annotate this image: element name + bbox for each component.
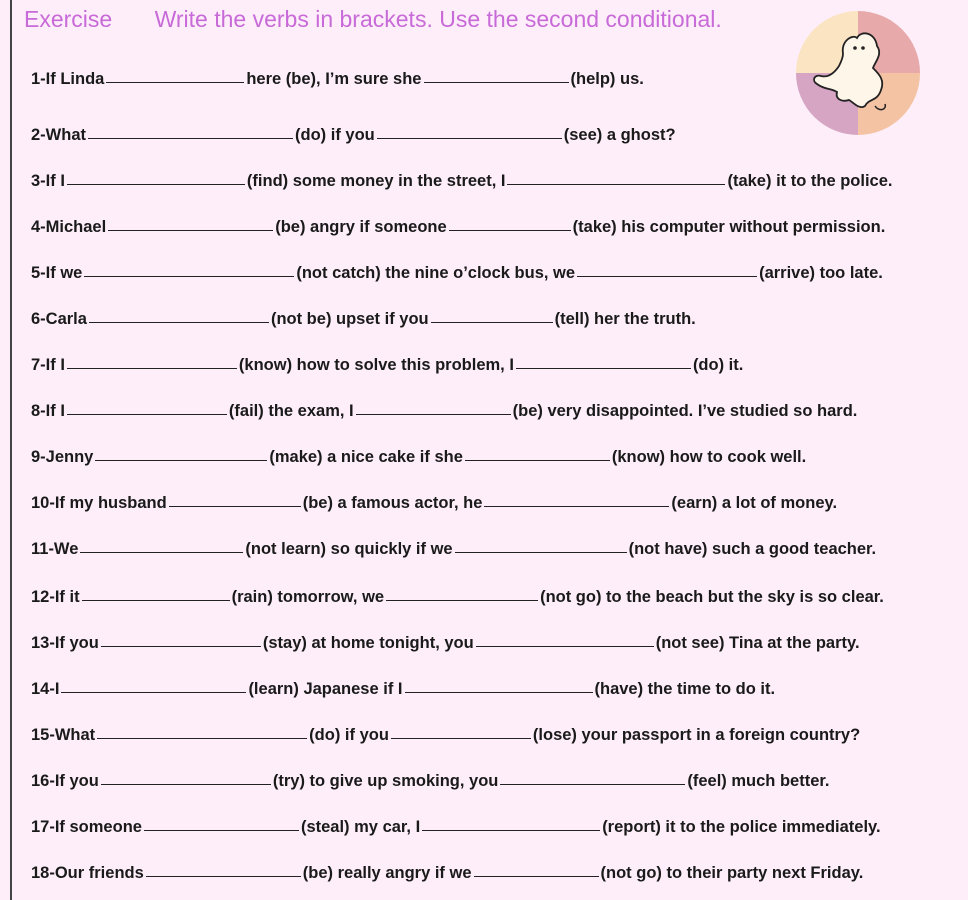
exercise-item-3	[31, 172, 893, 191]
answer-blank[interactable]	[88, 137, 293, 139]
item-start-text: 4-Michael	[31, 218, 107, 236]
item-middle-text: (learn) Japanese if I	[248, 680, 403, 698]
answer-blank[interactable]	[500, 783, 685, 785]
answer-blank[interactable]	[67, 367, 237, 369]
item-middle-text: (fail) the exam, I	[228, 402, 354, 420]
answer-blank[interactable]	[465, 459, 610, 461]
answer-blank[interactable]	[516, 367, 691, 369]
exercise-label: Exercise	[24, 6, 113, 32]
exercise-item-4	[31, 218, 885, 237]
exercise-item-18	[31, 864, 863, 883]
answer-blank[interactable]	[146, 875, 301, 877]
exercise-item-6	[31, 310, 696, 329]
answer-blank[interactable]	[97, 737, 307, 739]
item-start-text: 14-I	[31, 680, 60, 698]
answer-blank[interactable]	[405, 691, 593, 693]
answer-blank[interactable]	[476, 645, 654, 647]
exercise-item-5	[31, 264, 883, 283]
answer-blank[interactable]	[144, 829, 299, 831]
item-end-text: (earn) a lot of money.	[671, 494, 838, 512]
answer-blank[interactable]	[449, 229, 571, 231]
item-middle-text: (steal) my car, I	[300, 818, 421, 836]
answer-blank[interactable]	[61, 691, 246, 693]
item-end-text: (do) it.	[692, 356, 744, 374]
answer-blank[interactable]	[391, 737, 531, 739]
item-start-text: 3-If I	[31, 172, 65, 190]
item-start-text: 9-Jenny	[31, 448, 94, 466]
answer-blank[interactable]	[431, 321, 553, 323]
exercise-item-13	[31, 634, 860, 653]
answer-blank[interactable]	[424, 81, 569, 83]
item-start-text: 16-If you	[31, 772, 99, 790]
answer-blank[interactable]	[577, 275, 757, 277]
item-middle-text: here (be), I’m sure she	[246, 70, 422, 88]
exercise-item-7	[31, 356, 743, 375]
item-middle-text: (not learn) so quickly if we	[245, 540, 453, 558]
item-end-text: (help) us.	[570, 70, 644, 88]
item-end-text: (not go) to the beach but the sky is so clear.	[540, 588, 884, 606]
item-end-text: (feel) much better.	[687, 772, 830, 790]
exercise-item-10	[31, 494, 837, 513]
answer-blank[interactable]	[101, 783, 271, 785]
answer-blank[interactable]	[507, 183, 725, 185]
answer-blank[interactable]	[108, 229, 273, 231]
item-end-text: (lose) your passport in a foreign country?	[532, 726, 861, 744]
answer-blank[interactable]	[106, 81, 244, 83]
item-start-text: 17-If someone	[31, 818, 142, 836]
exercise-item-11	[31, 540, 876, 559]
answer-blank[interactable]	[101, 645, 261, 647]
item-end-text: (see) a ghost?	[563, 126, 676, 144]
answer-blank[interactable]	[80, 551, 243, 553]
item-middle-text: (do) if you	[309, 726, 389, 744]
item-start-text: 11-We	[31, 540, 79, 558]
item-middle-text: (know) how to solve this problem, I	[238, 356, 514, 374]
answer-blank[interactable]	[67, 413, 227, 415]
exercise-item-14	[31, 680, 775, 699]
item-middle-text: (not catch) the nine o’clock bus, we	[296, 264, 576, 282]
item-start-text: 5-If we	[31, 264, 83, 282]
exercise-item-8	[31, 402, 857, 421]
exercise-item-17	[31, 818, 881, 837]
item-start-text: 2-What	[31, 126, 86, 144]
item-start-text: 1-If Linda	[31, 70, 105, 88]
item-start-text: 15-What	[31, 726, 96, 744]
answer-blank[interactable]	[386, 599, 538, 601]
answer-blank[interactable]	[422, 829, 600, 831]
item-end-text: (take) his computer without permission.	[572, 218, 886, 236]
item-end-text: (tell) her the truth.	[554, 310, 696, 328]
item-end-text: (take) it to the police.	[727, 172, 893, 190]
item-middle-text: (be) really angry if we	[302, 864, 472, 882]
item-start-text: 13-If you	[31, 634, 99, 652]
ghost-icon	[795, 10, 921, 136]
answer-blank[interactable]	[455, 551, 627, 553]
item-middle-text: (try) to give up smoking, you	[272, 772, 499, 790]
exercise-item-1	[31, 70, 644, 89]
item-end-text: (arrive) too late.	[759, 264, 883, 282]
item-end-text: (not go) to their party next Friday.	[600, 864, 864, 882]
item-end-text: (be) very disappointed. I’ve studied so hard.	[512, 402, 858, 420]
answer-blank[interactable]	[377, 137, 562, 139]
item-middle-text: (rain) tomorrow, we	[231, 588, 385, 606]
item-start-text: 18-Our friends	[31, 864, 144, 882]
answer-blank[interactable]	[84, 275, 294, 277]
exercise-item-2	[31, 126, 676, 145]
exercise-item-15	[31, 726, 860, 745]
answer-blank[interactable]	[169, 505, 301, 507]
item-middle-text: (be) a famous actor, he	[302, 494, 483, 512]
item-middle-text: (make) a nice cake if she	[269, 448, 463, 466]
answer-blank[interactable]	[89, 321, 269, 323]
item-end-text: (not have) such a good teacher.	[628, 540, 877, 558]
item-start-text: 6-Carla	[31, 310, 87, 328]
item-end-text: (not see) Tina at the party.	[655, 634, 860, 652]
item-end-text: (report) it to the police immediately.	[602, 818, 881, 836]
item-start-text: 10-If my husband	[31, 494, 167, 512]
exercise-item-16	[31, 772, 830, 791]
exercise-item-9	[31, 448, 806, 467]
item-middle-text: (be) angry if someone	[275, 218, 447, 236]
item-start-text: 7-If I	[31, 356, 65, 374]
item-start-text: 8-If I	[31, 402, 65, 420]
item-end-text: (know) how to cook well.	[611, 448, 807, 466]
item-middle-text: (find) some money in the street, I	[246, 172, 506, 190]
item-middle-text: (not be) upset if you	[270, 310, 429, 328]
item-start-text: 12-If it	[31, 588, 80, 606]
exercise-instruction: Write the verbs in brackets. Use the second conditional.	[154, 6, 722, 32]
answer-blank[interactable]	[484, 505, 669, 507]
item-end-text: (have) the time to do it.	[594, 680, 776, 698]
answer-blank[interactable]	[474, 875, 599, 877]
answer-blank[interactable]	[67, 183, 245, 185]
answer-blank[interactable]	[356, 413, 511, 415]
item-middle-text: (stay) at home tonight, you	[262, 634, 474, 652]
answer-blank[interactable]	[82, 599, 230, 601]
exercise-item-12	[31, 588, 884, 607]
item-middle-text: (do) if you	[295, 126, 375, 144]
answer-blank[interactable]	[95, 459, 267, 461]
